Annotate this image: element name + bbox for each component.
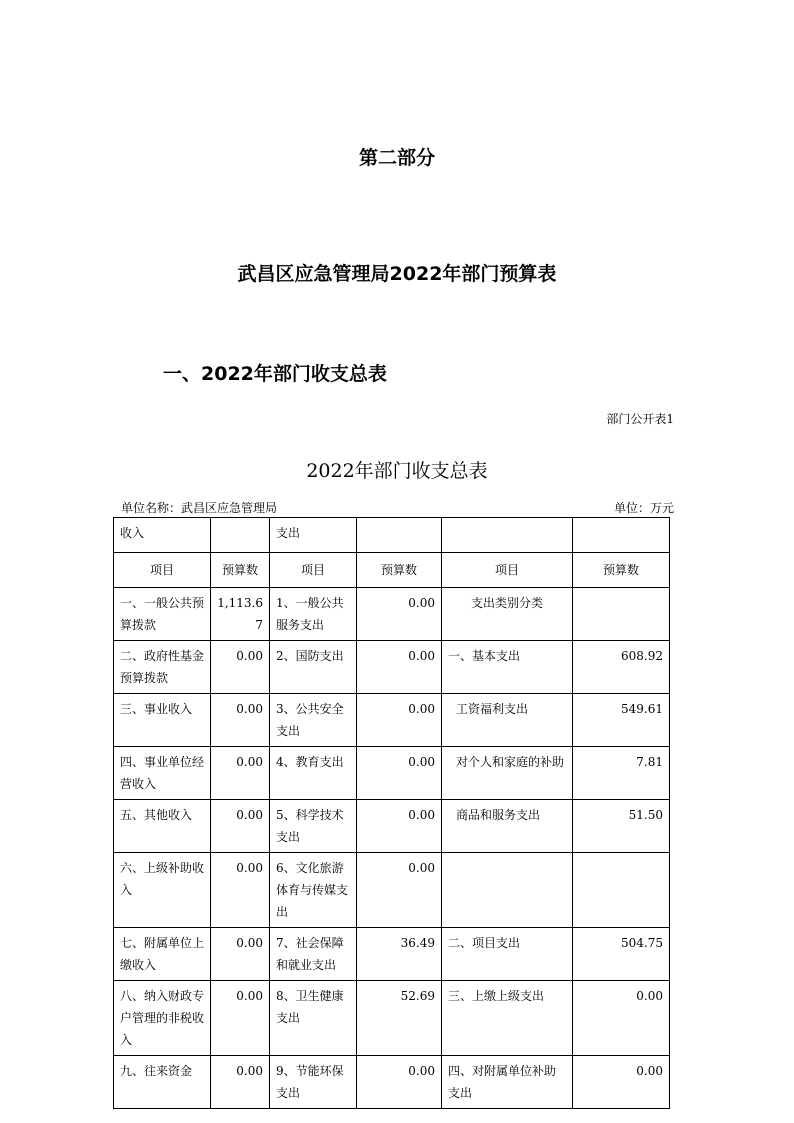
category-item: 商品和服务支出 bbox=[442, 800, 573, 853]
expense-item: 1、一般公共服务支出 bbox=[270, 588, 357, 641]
income-item: 七、附属单位上缴收入 bbox=[114, 928, 211, 981]
category-item: 支出类别分类 bbox=[442, 588, 573, 641]
category-amount: 0.00 bbox=[573, 1056, 670, 1109]
income-group-header: 收入 bbox=[114, 518, 211, 553]
unit-name: 单位名称：武昌区应急管理局 bbox=[121, 501, 278, 515]
expense-item: 8、卫生健康支出 bbox=[270, 981, 357, 1056]
table-row bbox=[114, 694, 670, 747]
category-amount: 51.50 bbox=[573, 800, 670, 853]
table-row bbox=[114, 853, 670, 928]
column-header: 项目 bbox=[270, 553, 357, 588]
expense-amount: 0.00 bbox=[357, 800, 442, 853]
table-row bbox=[114, 928, 670, 981]
category-amount bbox=[573, 853, 670, 928]
category-item: 一、基本支出 bbox=[442, 641, 573, 694]
income-amount: 0.00 bbox=[211, 641, 270, 694]
income-amount: 0.00 bbox=[211, 981, 270, 1056]
income-amount: 1,113.67 bbox=[211, 588, 270, 641]
group-spacer bbox=[573, 518, 670, 553]
category-item: 工资福利支出 bbox=[442, 694, 573, 747]
group-spacer bbox=[357, 518, 442, 553]
table-row bbox=[114, 641, 670, 694]
category-amount: 0.00 bbox=[573, 981, 670, 1056]
category-item: 对个人和家庭的补助 bbox=[442, 747, 573, 800]
budget-summary-table bbox=[113, 517, 670, 1109]
category-amount: 504.75 bbox=[573, 928, 670, 981]
table-group-row bbox=[114, 518, 670, 553]
category-amount: 549.61 bbox=[573, 694, 670, 747]
income-amount: 0.00 bbox=[211, 694, 270, 747]
expense-amount: 36.49 bbox=[357, 928, 442, 981]
table-code: 部门公开表1 bbox=[606, 412, 674, 426]
category-amount bbox=[573, 588, 670, 641]
expense-item: 9、节能环保支出 bbox=[270, 1056, 357, 1109]
expense-amount: 52.69 bbox=[357, 981, 442, 1056]
income-item: 五、其他收入 bbox=[114, 800, 211, 853]
income-amount: 0.00 bbox=[211, 853, 270, 928]
expense-amount: 0.00 bbox=[357, 588, 442, 641]
expense-item: 7、社会保障和就业支出 bbox=[270, 928, 357, 981]
column-header: 预算数 bbox=[573, 553, 670, 588]
income-item: 二、政府性基金预算拨款 bbox=[114, 641, 211, 694]
category-item bbox=[442, 853, 573, 928]
expense-amount: 0.00 bbox=[357, 641, 442, 694]
unit-label: 单位：万元 bbox=[613, 501, 674, 515]
table-row bbox=[114, 1056, 670, 1109]
category-amount: 7.81 bbox=[573, 747, 670, 800]
expense-amount: 0.00 bbox=[357, 747, 442, 800]
column-header: 预算数 bbox=[357, 553, 442, 588]
category-amount: 608.92 bbox=[573, 641, 670, 694]
expense-item: 5、科学技术支出 bbox=[270, 800, 357, 853]
expense-amount: 0.00 bbox=[357, 1056, 442, 1109]
income-amount: 0.00 bbox=[211, 747, 270, 800]
table-title: 2022年部门收支总表 bbox=[306, 460, 488, 482]
group-spacer bbox=[442, 518, 573, 553]
table-row bbox=[114, 747, 670, 800]
expense-amount: 0.00 bbox=[357, 853, 442, 928]
expense-item: 6、文化旅游体育与传媒支出 bbox=[270, 853, 357, 928]
income-amount: 0.00 bbox=[211, 928, 270, 981]
table-row bbox=[114, 981, 670, 1056]
category-item: 三、上缴上级支出 bbox=[442, 981, 573, 1056]
group-spacer bbox=[211, 518, 270, 553]
income-item: 一、一般公共预算拨款 bbox=[114, 588, 211, 641]
income-item: 六、上级补助收入 bbox=[114, 853, 211, 928]
column-header: 预算数 bbox=[211, 553, 270, 588]
expense-item: 4、教育支出 bbox=[270, 747, 357, 800]
column-header: 项目 bbox=[114, 553, 211, 588]
section-title: 一、2022年部门收支总表 bbox=[163, 363, 387, 385]
column-header: 项目 bbox=[442, 553, 573, 588]
expense-group-header: 支出 bbox=[270, 518, 357, 553]
expense-item: 3、公共安全支出 bbox=[270, 694, 357, 747]
table-row bbox=[114, 800, 670, 853]
expense-amount: 0.00 bbox=[357, 694, 442, 747]
part-title: 第二部分 bbox=[358, 147, 435, 169]
table-header-row bbox=[114, 553, 670, 588]
category-item: 四、对附属单位补助支出 bbox=[442, 1056, 573, 1109]
income-item: 八、纳入财政专户管理的非税收入 bbox=[114, 981, 211, 1056]
income-item: 四、事业单位经营收入 bbox=[114, 747, 211, 800]
expense-item: 2、国防支出 bbox=[270, 641, 357, 694]
income-item: 九、往来资金 bbox=[114, 1056, 211, 1109]
category-item: 二、项目支出 bbox=[442, 928, 573, 981]
income-amount: 0.00 bbox=[211, 800, 270, 853]
table-row bbox=[114, 588, 670, 641]
income-item: 三、事业收入 bbox=[114, 694, 211, 747]
document-title: 武昌区应急管理局2022年部门预算表 bbox=[237, 263, 557, 285]
income-amount: 0.00 bbox=[211, 1056, 270, 1109]
